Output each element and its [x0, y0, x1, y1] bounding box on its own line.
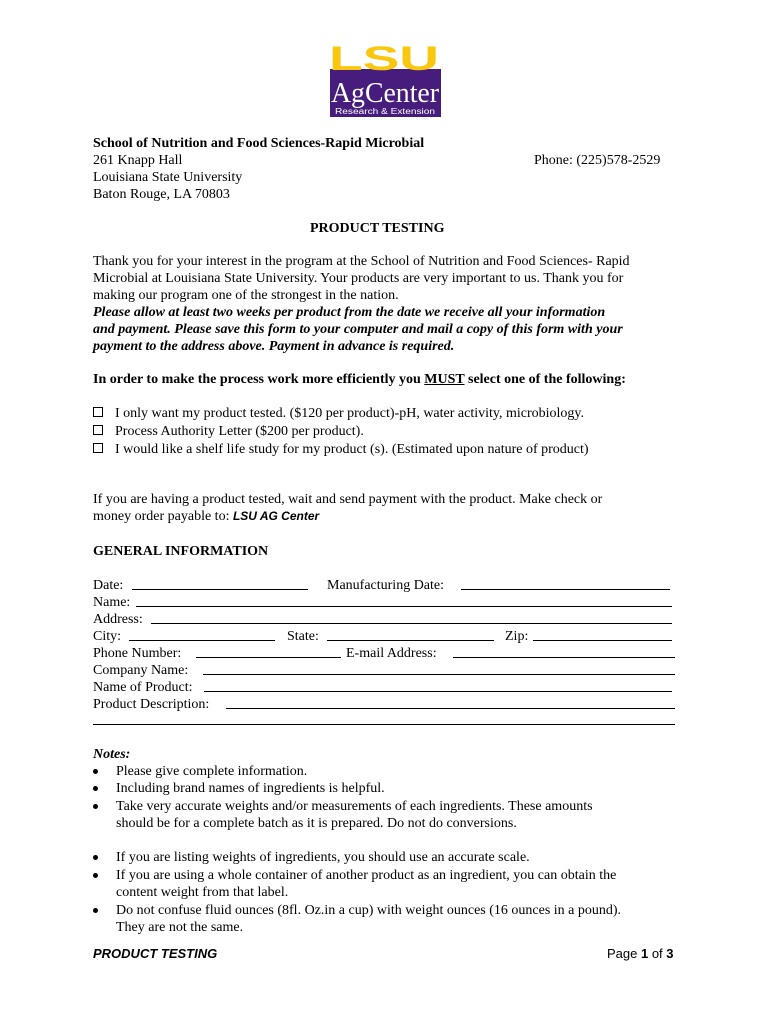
option-label: Process Authority Letter ($200 per product).	[115, 424, 364, 439]
select-instruction	[93, 371, 626, 388]
phone-number: Phone: (225)578-2529	[534, 153, 661, 168]
option-label: I would like a shelf life study for my product (s). (Estimated upon nature of product)	[115, 442, 589, 457]
current-page: 1	[640, 946, 649, 961]
bullet	[93, 786, 98, 791]
checkbox[interactable]	[93, 407, 103, 417]
address-field[interactable]	[151, 623, 672, 624]
note-item-continued: content weight from that label.	[116, 885, 289, 900]
note-item: Take very accurate weights and/or measurements of each ingredients. These amounts	[116, 799, 593, 814]
org-name: School of Nutrition and Food Sciences-Rapid Microbial	[93, 136, 425, 151]
city-label: City:	[93, 629, 122, 644]
option-shelf-life[interactable]	[93, 441, 589, 458]
company-field[interactable]	[203, 674, 675, 675]
name-label: Name:	[93, 595, 131, 610]
checkbox[interactable]	[93, 425, 103, 435]
option-process-authority[interactable]	[93, 423, 364, 440]
date-field[interactable]	[132, 589, 308, 590]
total-pages: 3	[666, 946, 674, 961]
product-name-label: Name of Product:	[93, 680, 193, 695]
product-name-field[interactable]	[204, 691, 672, 692]
manufacturing-date-label: Manufacturing Date:	[327, 578, 445, 593]
manufacturing-date-field[interactable]	[461, 589, 670, 590]
select-before: In order to make the process work more efficiently you	[93, 372, 425, 387]
address-label: Address:	[93, 612, 143, 627]
address-city: Baton Rouge, LA 70803	[93, 187, 230, 202]
intro-emphasis: Please allow at least two weeks per product from the date we receive all your information	[93, 305, 606, 320]
date-label: Date:	[93, 578, 124, 593]
bullet	[93, 855, 98, 860]
page-title: PRODUCT TESTING	[310, 221, 445, 236]
company-label: Company Name:	[93, 663, 189, 678]
bullet	[93, 804, 98, 809]
page-word: Page	[607, 946, 641, 961]
intro-emphasis: payment to the address above. Payment in advance is required.	[93, 339, 455, 354]
logo-tagline: Research & Extension	[335, 107, 435, 116]
product-description-field-continued[interactable]	[93, 724, 675, 725]
intro-emphasis: and payment. Please save this form to your computer and mail a copy of this form with your	[93, 322, 623, 337]
bullet	[93, 769, 98, 774]
bullet	[93, 908, 98, 913]
note-item: Do not confuse fluid ounces (8fl. Oz.in a cup) with weight ounces (16 ounces in a pound).	[116, 903, 622, 918]
lsu-agcenter-logo	[328, 43, 441, 117]
of-word: of	[648, 946, 667, 961]
intro-line: making our program one of the strongest in the nation.	[93, 288, 399, 303]
phone-field[interactable]	[196, 657, 341, 658]
zip-label: Zip:	[505, 629, 529, 644]
address-university: Louisiana State University	[93, 170, 243, 185]
email-label: E-mail Address:	[346, 646, 437, 661]
product-description-field[interactable]	[226, 708, 675, 709]
note-item-continued: They are not the same.	[116, 920, 244, 935]
bullet	[93, 873, 98, 878]
payment-line: If you are having a product tested, wait and send payment with the product. Make check or	[93, 492, 603, 507]
logo-agcenter: AgCenter	[331, 78, 440, 109]
footer-title: PRODUCT TESTING	[93, 946, 218, 961]
logo-graphic	[328, 43, 441, 117]
select-after: select one of the following:	[464, 372, 626, 387]
checkbox[interactable]	[93, 443, 103, 453]
select-must: MUST	[424, 372, 465, 387]
general-heading: GENERAL INFORMATION	[93, 544, 269, 559]
note-item-continued: should be for a complete batch as it is prepared. Do not do conversions.	[116, 816, 517, 831]
payee: LSU AG Center	[232, 509, 320, 523]
phone-label: Phone Number:	[93, 646, 182, 661]
option-product-tested[interactable]	[93, 405, 584, 422]
note-item: If you are using a whole container of another product as an ingredient, you can obtain the	[116, 868, 617, 883]
name-field[interactable]	[136, 606, 672, 607]
address-street: 261 Knapp Hall	[93, 153, 183, 168]
option-label: I only want my product tested. ($120 per product)-pH, water activity, microbiology.	[115, 406, 585, 421]
payment-line	[93, 508, 319, 525]
logo-lsu: LSU	[329, 43, 439, 78]
note-item: If you are listing weights of ingredients, you should use an accurate scale.	[116, 850, 530, 865]
notes-heading: Notes:	[93, 747, 131, 762]
note-item: Please give complete information.	[116, 764, 308, 779]
state-label: State:	[287, 629, 319, 644]
intro-line: Microbial at Louisiana State University. Your products are very important to us. Thank you for	[93, 271, 624, 286]
zip-field[interactable]	[533, 640, 672, 641]
note-item: Including brand names of ingredients is helpful.	[116, 781, 385, 796]
page-indicator	[607, 945, 674, 962]
state-field[interactable]	[327, 640, 494, 641]
intro-line: Thank you for your interest in the program at the School of Nutrition and Food Sciences- Rapid	[93, 254, 630, 269]
product-description-label: Product Description:	[93, 697, 210, 712]
payment-prefix: money order payable to:	[93, 509, 233, 524]
email-field[interactable]	[453, 657, 675, 658]
city-field[interactable]	[129, 640, 275, 641]
